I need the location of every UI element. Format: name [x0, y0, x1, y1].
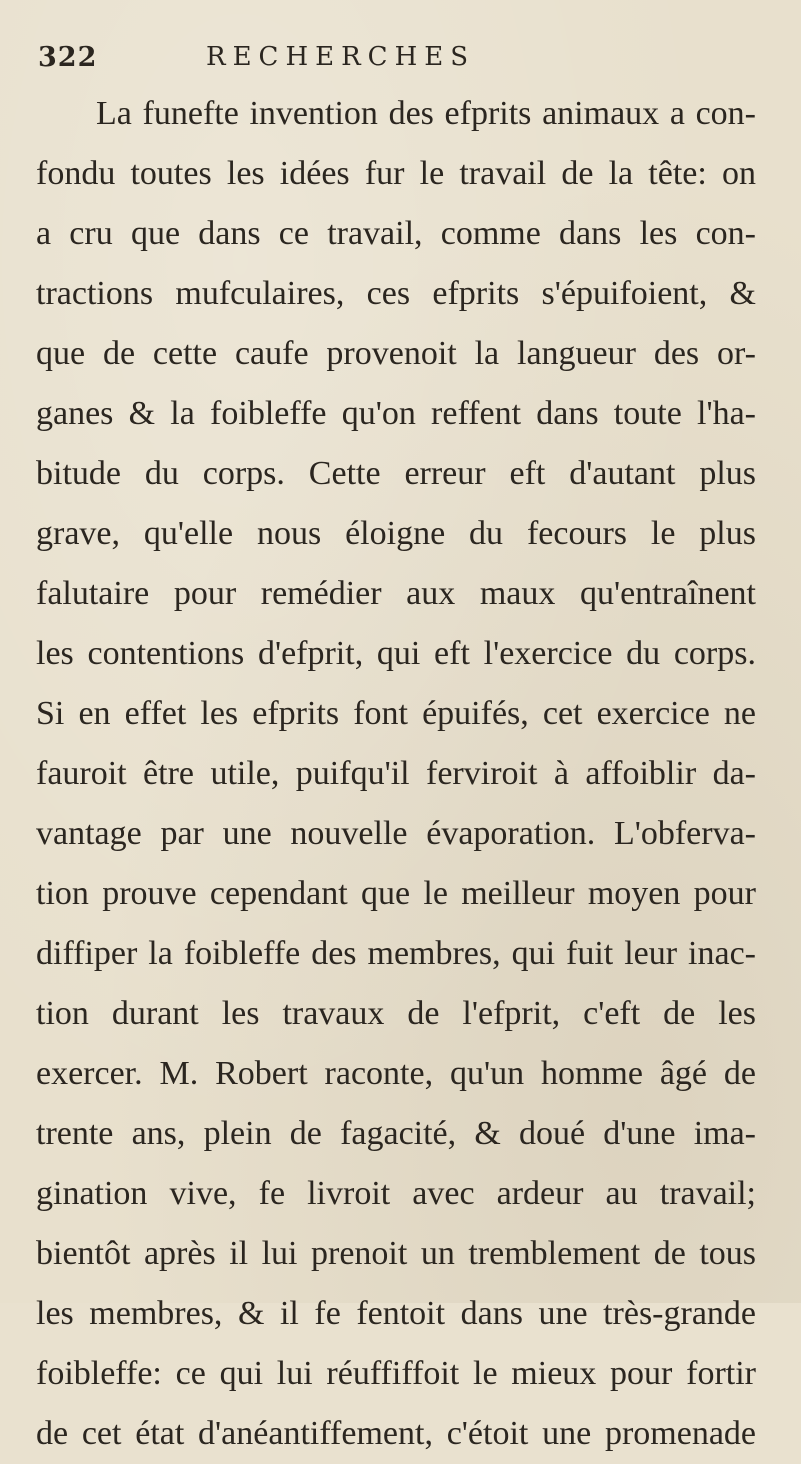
text-line: ganes & la foibleffe qu'on reffent dans toute l'ha- — [36, 395, 756, 432]
text-line: les membres, & il fe fentoit dans une très-grande — [36, 1295, 756, 1332]
text-line: trente ans, plein de fagacité, & doué d'une ima- — [36, 1115, 756, 1152]
text-line: La funefte invention des efprits animaux a con- — [96, 95, 756, 132]
text-line: bitude du corps. Cette erreur eft d'autant plus — [36, 455, 756, 492]
text-line: a cru que dans ce travail, comme dans les con- — [36, 215, 756, 252]
text-line: Si en effet les efprits font épuifés, cet exercice ne — [36, 695, 756, 732]
text-line: grave, qu'elle nous éloigne du fecours le plus — [36, 515, 756, 552]
text-line: gination vive, fe livroit avec ardeur au travail; — [36, 1175, 756, 1212]
page-header — [38, 42, 761, 82]
text-line: fauroit être utile, puifqu'il ferviroit à affoiblir da- — [36, 755, 756, 792]
text-line: tion durant les travaux de l'efprit, c'eft de les — [36, 995, 756, 1032]
text-line: diffiper la foibleffe des membres, qui fuit leur inac- — [36, 935, 756, 972]
text-line: les contentions d'efprit, qui eft l'exercice du corps. — [36, 635, 756, 672]
text-line: que de cette caufe provenoit la langueur des or- — [36, 335, 756, 372]
text-line: de cet état d'anéantiffement, c'étoit une promenade — [36, 1415, 756, 1452]
text-line: bientôt après il lui prenoit un tremblement de tous — [36, 1235, 756, 1272]
text-line: tion prouve cependant que le meilleur moyen pour — [36, 875, 756, 912]
text-line: exercer. M. Robert raconte, qu'un homme âgé de — [36, 1055, 756, 1092]
text-line: tractions mufculaires, ces efprits s'épuifoient, & — [36, 275, 756, 312]
page-number: 322 — [38, 42, 98, 73]
running-head: RECHERCHES — [206, 42, 476, 72]
text-line: fondu toutes les idées fur le travail de la tête: on — [36, 155, 756, 192]
text-line: vantage par une nouvelle évaporation. L'obferva- — [36, 815, 756, 852]
text-line: falutaire pour remédier aux maux qu'entraînent — [36, 575, 756, 612]
body-text — [36, 84, 756, 1464]
text-line: foibleffe: ce qui lui réuffiffoit le mieux pour fortir — [36, 1355, 756, 1392]
